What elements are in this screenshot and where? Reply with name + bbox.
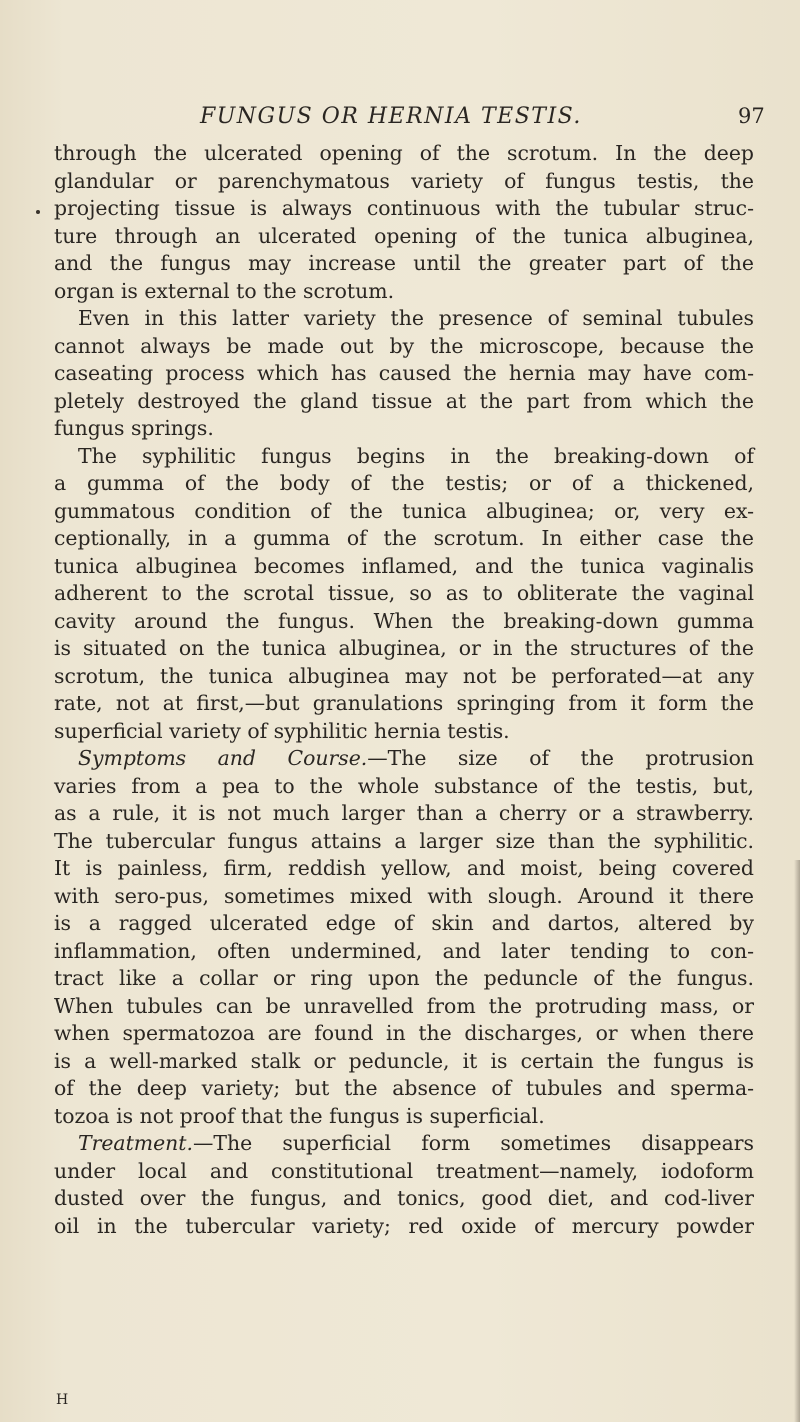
running-head: FUNGUS OR HERNIA TESTIS. — [200, 104, 582, 129]
text-line: When tubules can be unravelled from the protruding mass, or — [54, 993, 754, 1018]
text-line: It is painless, firm, reddish yellow, and moist, being covered — [54, 856, 754, 880]
text-line: as a rule, it is not much larger than a cherry or a strawberry. — [54, 801, 754, 825]
text-line: is situated on the tunica albuginea, or in the structures of the — [54, 636, 754, 660]
text-line: dusted over the fungus, and tonics, good diet, and cod-liver — [54, 1186, 754, 1210]
text-line: is a well-marked stalk or peduncle, it is certain the fungus is — [54, 1048, 754, 1073]
text-line: when spermatozoa are found in the discharges, or when there — [54, 1021, 754, 1045]
text-line: superficial variety of syphilitic hernia testis. — [54, 718, 510, 743]
text-line: a gumma of the body of the testis; or of a thickened, — [54, 471, 754, 495]
section-heading-symptoms: Symptoms and Course. — [78, 746, 368, 770]
section-heading-treatment: Treatment. — [78, 1131, 193, 1155]
text-line — [54, 1130, 754, 1158]
body-text — [54, 140, 754, 1240]
text-line: tunica albuginea becomes inflamed, and the tunica vaginalis — [54, 553, 754, 578]
text-line: cannot always be made out by the microscope, because the — [54, 333, 754, 358]
text-line: of the deep variety; but the absence of tubules and sperma- — [54, 1076, 754, 1100]
page-number: 97 — [738, 104, 765, 128]
text-line: inflammation, often undermined, and later tending to con- — [54, 938, 754, 963]
text-line: cavity around the fungus. When the breaking-down gumma — [54, 608, 754, 633]
text-line: organ is external to the scrotum. — [54, 278, 395, 303]
text-line: Even in this latter variety the presence of seminal tubules — [78, 306, 754, 330]
text-line: adherent to the scrotal tissue, so as to obliterate the vaginal — [54, 581, 754, 605]
text-line: ceptionally, in a gumma of the scrotum. In either case the — [54, 526, 754, 550]
text-line: gummatous condition of the tunica albuginea; or, very ex- — [54, 498, 754, 523]
text-line: projecting tissue is always continuous with the tubular struc- — [54, 196, 754, 220]
text-line: fungus springs. — [54, 416, 214, 440]
margin-mark — [36, 210, 40, 214]
text-line: The tubercular fungus attains a larger size than the syphilitic. — [54, 828, 754, 853]
text-line: tozoa is not proof that the fungus is superficial. — [54, 1103, 545, 1128]
text-run: —The superficial form sometimes disappears — [192, 1131, 754, 1155]
text-line: with sero-pus, sometimes mixed with slough. Around it there — [54, 883, 754, 908]
page-header — [0, 104, 800, 134]
text-line: under local and constitutional treatment—namely, iodoform — [54, 1158, 754, 1183]
text-line: caseating process which has caused the hernia may have com- — [54, 361, 754, 385]
text-line: is a ragged ulcerated edge of skin and dartos, altered by — [54, 911, 754, 935]
text-run: —The size of the protrusion — [367, 746, 754, 770]
text-line: The syphilitic fungus begins in the breaking-down of — [78, 443, 754, 468]
text-line — [54, 745, 754, 773]
text-line: through the ulcerated opening of the scrotum. In the deep — [54, 141, 754, 165]
text-line: pletely destroyed the gland tissue at the part from which the — [54, 388, 754, 413]
text-line: oil in the tubercular variety; red oxide of mercury powder — [54, 1213, 754, 1238]
text-line: and the fungus may increase until the greater part of the — [54, 251, 754, 275]
text-line: tract like a collar or ring upon the peduncle of the fungus. — [54, 966, 754, 990]
text-line: rate, not at first,—but granulations springing from it form the — [54, 691, 754, 715]
text-line: varies from a pea to the whole substance of the testis, but, — [54, 773, 754, 798]
signature-mark: H — [56, 1392, 70, 1408]
text-line: ture through an ulcerated opening of the tunica albuginea, — [54, 223, 754, 248]
page-edge-shadow — [794, 860, 800, 1422]
text-line: scrotum, the tunica albuginea may not be perforated—at any — [54, 663, 754, 688]
text-line: glandular or parenchymatous variety of fungus testis, the — [54, 168, 754, 193]
